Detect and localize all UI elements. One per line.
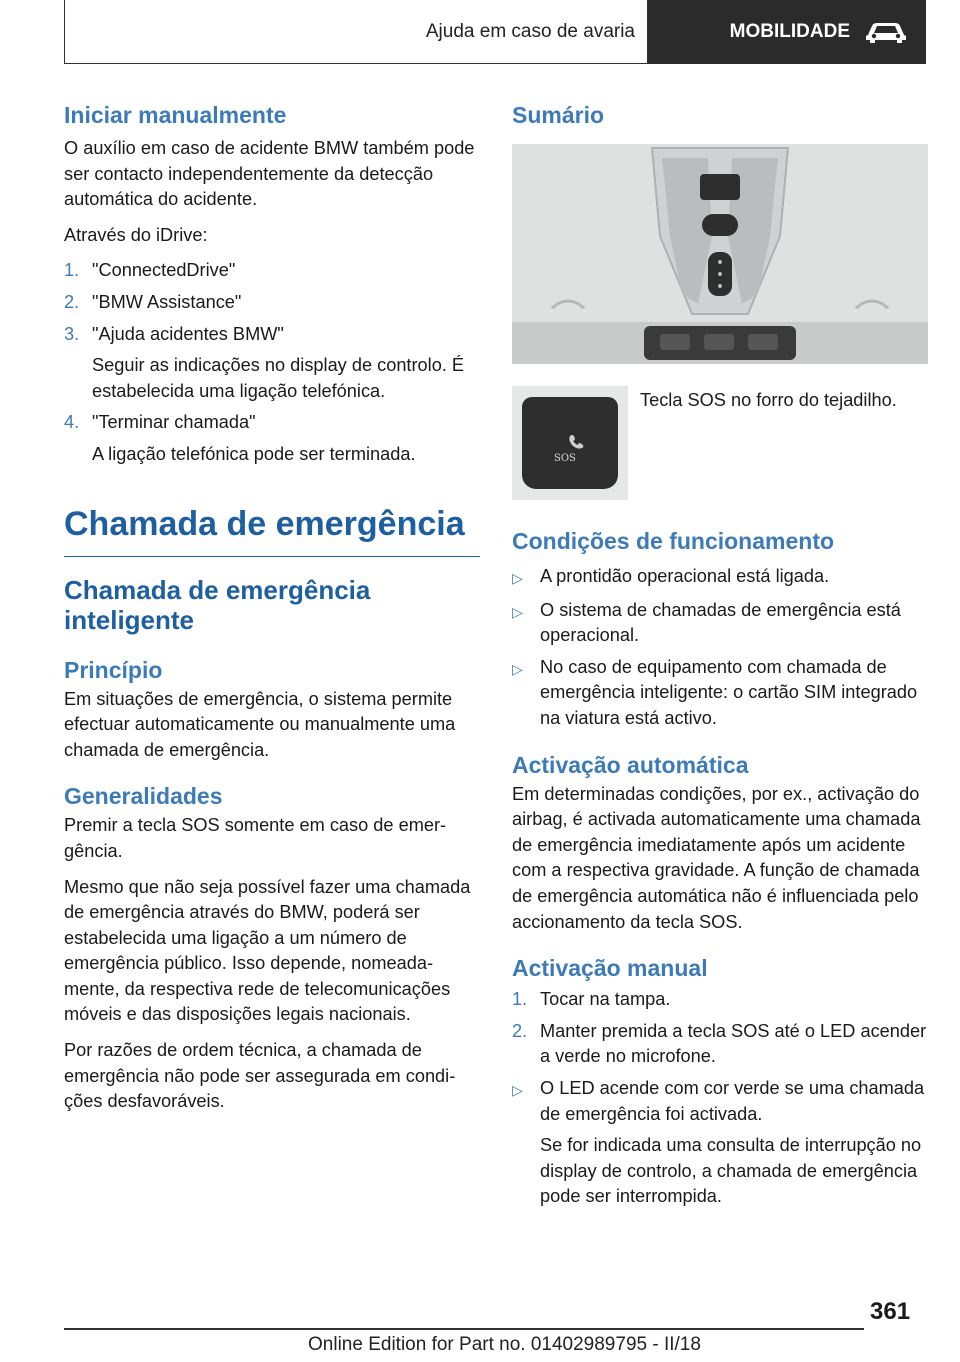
- step-text: "Terminar chamada": [92, 412, 256, 433]
- list-item: [64, 322, 480, 348]
- sos-button: [522, 397, 618, 489]
- right-column: [512, 100, 928, 1220]
- chapter-title: MOBILIDADE: [729, 21, 850, 42]
- step-text: "ConnectedDrive": [92, 260, 236, 281]
- paragraph: Em situações de emergência, o sistema permite efectuar automaticamente ou manualmente uma chamada de emergência.: [64, 688, 456, 760]
- sos-button-photo: [512, 386, 628, 500]
- list-item: [512, 655, 928, 732]
- figure-caption: Tecla SOS no forro do tejadilho.: [640, 390, 897, 410]
- heading-condicoes: Condições de funcionamento: [512, 528, 835, 554]
- paragraph: Em determinadas condições, por ex., activação do airbag, é activada automaticamente uma chamada de emergência imediatamente após um acidente com a respectiva gravidade. A função de chamada de emergência automática não é influenciada pelo accionamento da tecla SOS.: [512, 783, 921, 932]
- step-text: Tocar na tampa.: [540, 989, 671, 1010]
- list-item: [512, 598, 928, 649]
- list-item: [512, 987, 928, 1013]
- page-number: 361: [870, 1298, 911, 1325]
- step-number: 3.: [64, 323, 80, 344]
- car-icon: [862, 19, 910, 45]
- paragraph: Mesmo que não seja possível fazer uma chamada de emergência através do BMW, poderá ser estabelecida uma ligação a um número de emergência público. Isso depende, nomeadamente, da respectiva rede de telecomunicações móveis e das disposições legais nacionais.: [64, 876, 471, 1025]
- chapter-tab: [648, 0, 926, 64]
- footer-rule: [64, 1328, 864, 1330]
- step-number: 2.: [512, 1020, 528, 1041]
- list-text: O LED acende com cor verde se uma chamada de emergência foi activada.: [540, 1077, 925, 1124]
- list-item: [64, 290, 480, 316]
- list-item: [512, 564, 928, 592]
- conditions-list: [512, 564, 928, 732]
- step-text: Manter premida a tecla SOS até o LED acender a verde no microfone.: [540, 1020, 927, 1067]
- heading-chamada-inteligente: Chamada de emergência inteligente: [64, 574, 371, 635]
- step-number: 1.: [512, 989, 528, 1010]
- list-text: O sistema de chamadas de emergência está operacional.: [540, 599, 901, 646]
- list-item: [64, 410, 480, 436]
- roof-console-photo: [512, 144, 928, 364]
- triangle-bullet-icon: ▷: [512, 603, 523, 620]
- phone-icon: [567, 433, 585, 451]
- step-number: 1.: [64, 260, 80, 281]
- paragraph: Premir a tecla SOS somente em caso de emergência.: [64, 815, 447, 861]
- sos-figure: [512, 386, 928, 500]
- triangle-bullet-icon: ▷: [512, 1081, 523, 1098]
- left-column: [64, 100, 480, 1125]
- triangle-bullet-icon: ▷: [512, 660, 523, 677]
- triangle-bullet-icon: ▷: [512, 570, 523, 586]
- list-item: [512, 1019, 928, 1070]
- heading-iniciar-manualmente: Iniciar manualmente: [64, 102, 287, 128]
- bullet-detail: Se for indicada uma consulta de interrupção no display de controlo, a chamada de emergência pode ser interrompida.: [540, 1135, 922, 1207]
- step-text: "BMW Assistance": [92, 291, 242, 312]
- step-text: "Ajuda acidentes BMW": [92, 323, 284, 344]
- list-item: [512, 1076, 928, 1127]
- paragraph: O auxílio em caso de acidente BMW também pode ser contacto independentemente da detecção automática do acidente.: [64, 138, 475, 210]
- step-number: 2.: [64, 291, 80, 312]
- page-header: [64, 0, 926, 64]
- paragraph: Através do iDrive:: [64, 224, 208, 245]
- step-detail: Seguir as indicações no display de controlo. É estabelecida uma ligação telefónica.: [92, 355, 465, 401]
- heading-activacao-automatica: Activação automática: [512, 751, 749, 778]
- list-text: A prontidão operacional está ligada.: [540, 566, 830, 586]
- edition-note: Online Edition for Part no. 01402989795 - II/18: [308, 1334, 701, 1355]
- list-item: [64, 258, 480, 284]
- heading-sumario: Sumário: [512, 102, 605, 128]
- heading-principio: Princípio: [64, 656, 163, 683]
- heading-chamada-de-emergencia: Chamada de emergência: [64, 502, 480, 557]
- roof-console-illustration: [512, 144, 928, 364]
- list-text: No caso de equipamento com chamada de emergência inteligente: o cartão SIM integrado na viatura está activo.: [540, 656, 918, 728]
- idrive-steps-list: [64, 258, 480, 467]
- step-detail: A ligação telefónica pode ser terminada.: [92, 443, 416, 464]
- heading-generalidades: Generalidades: [64, 783, 223, 810]
- heading-activacao-manual: Activação manual: [512, 955, 708, 982]
- step-number: 4.: [64, 412, 80, 433]
- paragraph: Por razões de ordem técnica, a chamada de emergência não pode ser assegurada em condições desfavoráveis.: [64, 1040, 456, 1112]
- section-title: Ajuda em caso de avaria: [64, 0, 648, 64]
- sos-label: SOS: [554, 453, 576, 464]
- manual-steps-list: [512, 987, 928, 1210]
